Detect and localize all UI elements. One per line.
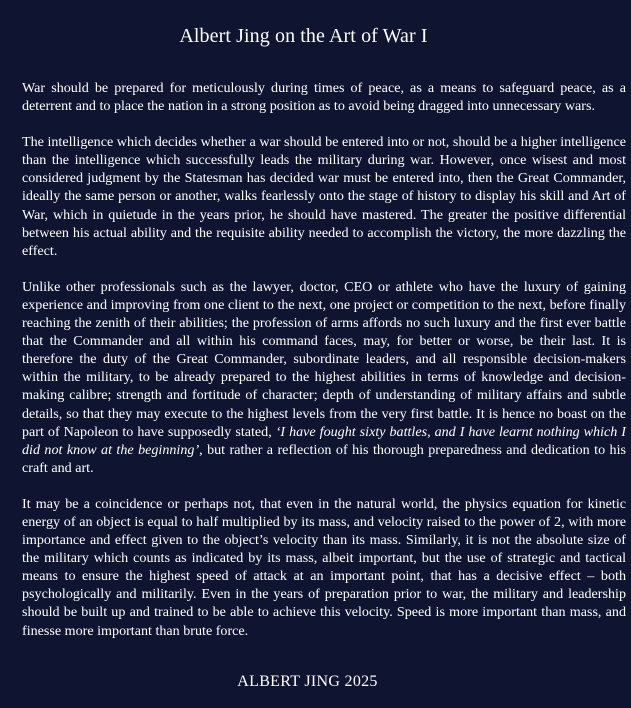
paragraph-1: War should be prepared for meticulously during times of peace, as a means to safeguard peace, as a deterrent and to place the nation in a strong position as to avoid being dragged into unnecessary wars. — [22, 80, 626, 115]
page-title — [0, 23, 631, 49]
paragraph-3-text: Unlike other professionals such as the lawyer, doctor, CEO or athlete who have the luxury of gaining experience and improving from one client to the next, one project or competition to the next, before finally reaching the zenith of their abilities; the profession of arms affords no such luxury and the first ever battle that the Commander and all within his command faces, may, for better or worse, be their last. It is therefore the duty of the Great Commander, subordinate leaders, and all responsible decision-makers within the military, to be already prepared to the highest abilities in terms of knowledge and decision-making calibre; strength and fortitude of character; depth of understanding of military affairs and subtle details, so that they may execute to the highest levels from the very first battle. It is hence no boast on the part of Napoleon to have supposedly stated, — [22, 278, 626, 440]
paragraph-3-ending: , but rather a reflection of his thorough preparedness and dedication to his craft and art. — [22, 441, 626, 476]
paragraph-4: It may be a coincidence or perhaps not, that even in the natural world, the physics equation for kinetic energy of an object is equal to half multiplied by its mass, and velocity raised to the power of 2, with more importance and effect given to the object’s velocity than its mass. Similarly, it is not the absolute size of the military which counts as indicated by its mass, albeit important, but the use of strategic and tactical means to ensure the highest speed of attack at an important point, that has a decisive effect – both psychologically and militarily. Even in the years of preparation prior to war, the military and leadership should be built up and trained to be able to achieve this velocity. Speed is more important than mass, and finesse more important than brute force. — [22, 495, 626, 639]
essay-body — [22, 79, 626, 640]
paragraph-3 — [22, 278, 626, 477]
page-title-text: Albert Jing on the Art of War I — [179, 25, 428, 47]
author-signature-text: ALBERT JING 2025 — [237, 673, 378, 690]
paragraph-2: The intelligence which decides whether a war should be entered into or not, should be a higher intelligence than the intelligence which successfully leads the military during war. However, once wisest and most considered judgment by the Statesman has decided war must be entered into, then the Great Commander, ideally the same person or another, walks fearlessly onto the stage of history to display his skill and Art of War, which in quietude in the years prior, he should have mastered. The greater the positive differential between his actual ability and the requisite ability needed to accomplish the victory, the more dazzling the effect. — [22, 134, 626, 259]
napoleon-quote: ‘I have fought sixty battles, and I have learnt nothing which I did not know at the beginning’ — [22, 423, 626, 458]
author-signature — [0, 671, 631, 693]
